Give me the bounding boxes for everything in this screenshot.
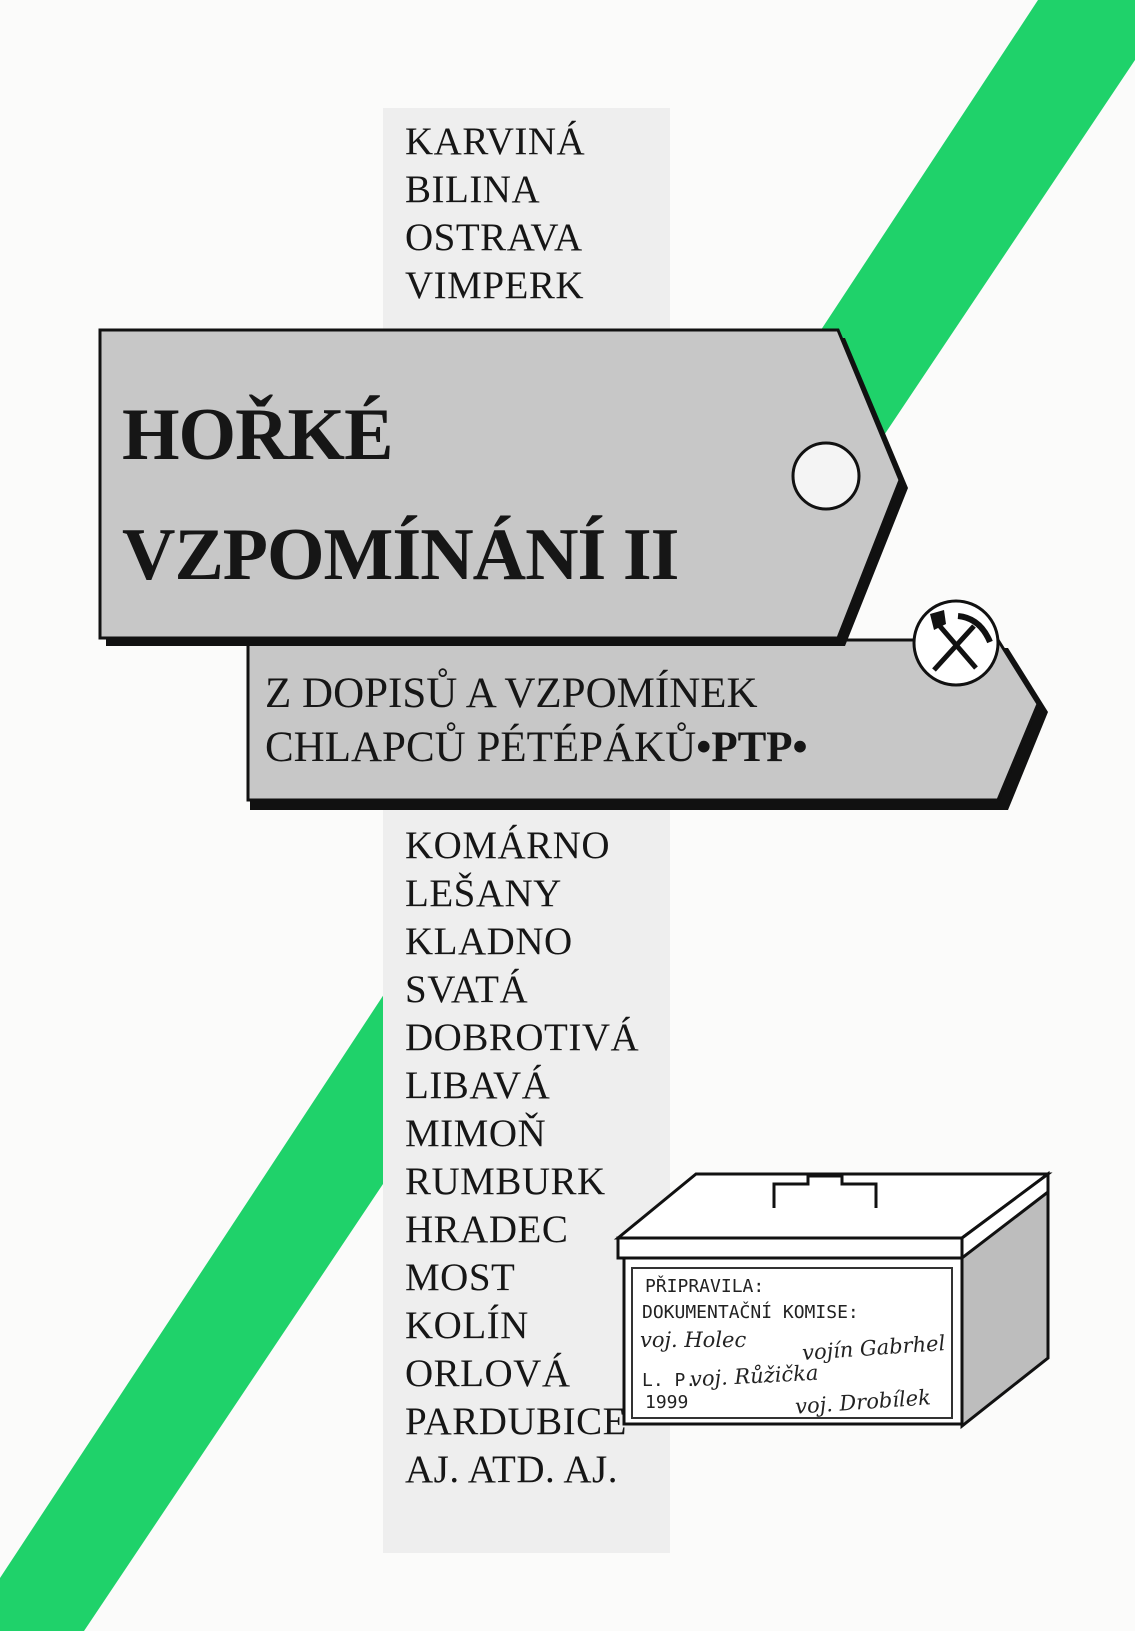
- subtitle-text: CHLAPCŮ PÉTÉPÁKŮ: [265, 724, 697, 771]
- town-name: RUMBURK: [405, 1160, 606, 1203]
- town-name: ORLOVÁ: [405, 1352, 571, 1395]
- book-title-line-2: VZPOMÍNÁNÍ II: [122, 514, 679, 596]
- bullet: •: [696, 724, 712, 771]
- town-name: BILINA: [405, 168, 541, 211]
- subtitle-line-2: [265, 726, 808, 769]
- label-commission: DOKUMENTAČNÍ KOMISE:: [642, 1302, 859, 1323]
- label-lp: L. P.: [642, 1370, 697, 1391]
- town-name: KOMÁRNO: [405, 824, 611, 867]
- town-name: MIMOŇ: [405, 1112, 547, 1155]
- subtitle-line-1: Z DOPISŮ A VZPOMÍNEK: [265, 670, 758, 717]
- town-name: AJ. ATD. AJ.: [405, 1448, 618, 1491]
- handwritten-name: voj. Holec: [640, 1328, 747, 1352]
- label-year: 1999: [645, 1392, 689, 1413]
- ptp-abbreviation: PTP: [711, 724, 793, 771]
- handwritten-name: voj. Růžička: [689, 1360, 820, 1392]
- handwritten-name: voj. Drobílek: [794, 1385, 932, 1419]
- shovel-and-pickaxe-icon: [914, 601, 998, 685]
- handwritten-name: vojín Gabrhel: [801, 1331, 947, 1365]
- town-name: OSTRAVA: [405, 216, 583, 259]
- tag-hole: [793, 443, 859, 509]
- town-name: VIMPERK: [405, 264, 585, 307]
- book-title-line-1: HOŘKÉ: [122, 394, 393, 476]
- town-name: HRADEC: [405, 1208, 569, 1251]
- bullet: •: [792, 724, 808, 771]
- label-prepared-by: PŘIPRAVILA:: [645, 1276, 765, 1297]
- town-name: KLADNO: [405, 920, 573, 963]
- town-name: KARVINÁ: [405, 120, 586, 163]
- town-name: KOLÍN: [405, 1304, 529, 1347]
- town-name: PARDUBICE: [405, 1400, 627, 1443]
- town-name: LIBAVÁ: [405, 1064, 551, 1107]
- town-name: LEŠANY: [405, 872, 562, 915]
- town-name: MOST: [405, 1256, 516, 1299]
- town-name: SVATÁ: [405, 968, 529, 1011]
- town-name: DOBROTIVÁ: [405, 1016, 640, 1059]
